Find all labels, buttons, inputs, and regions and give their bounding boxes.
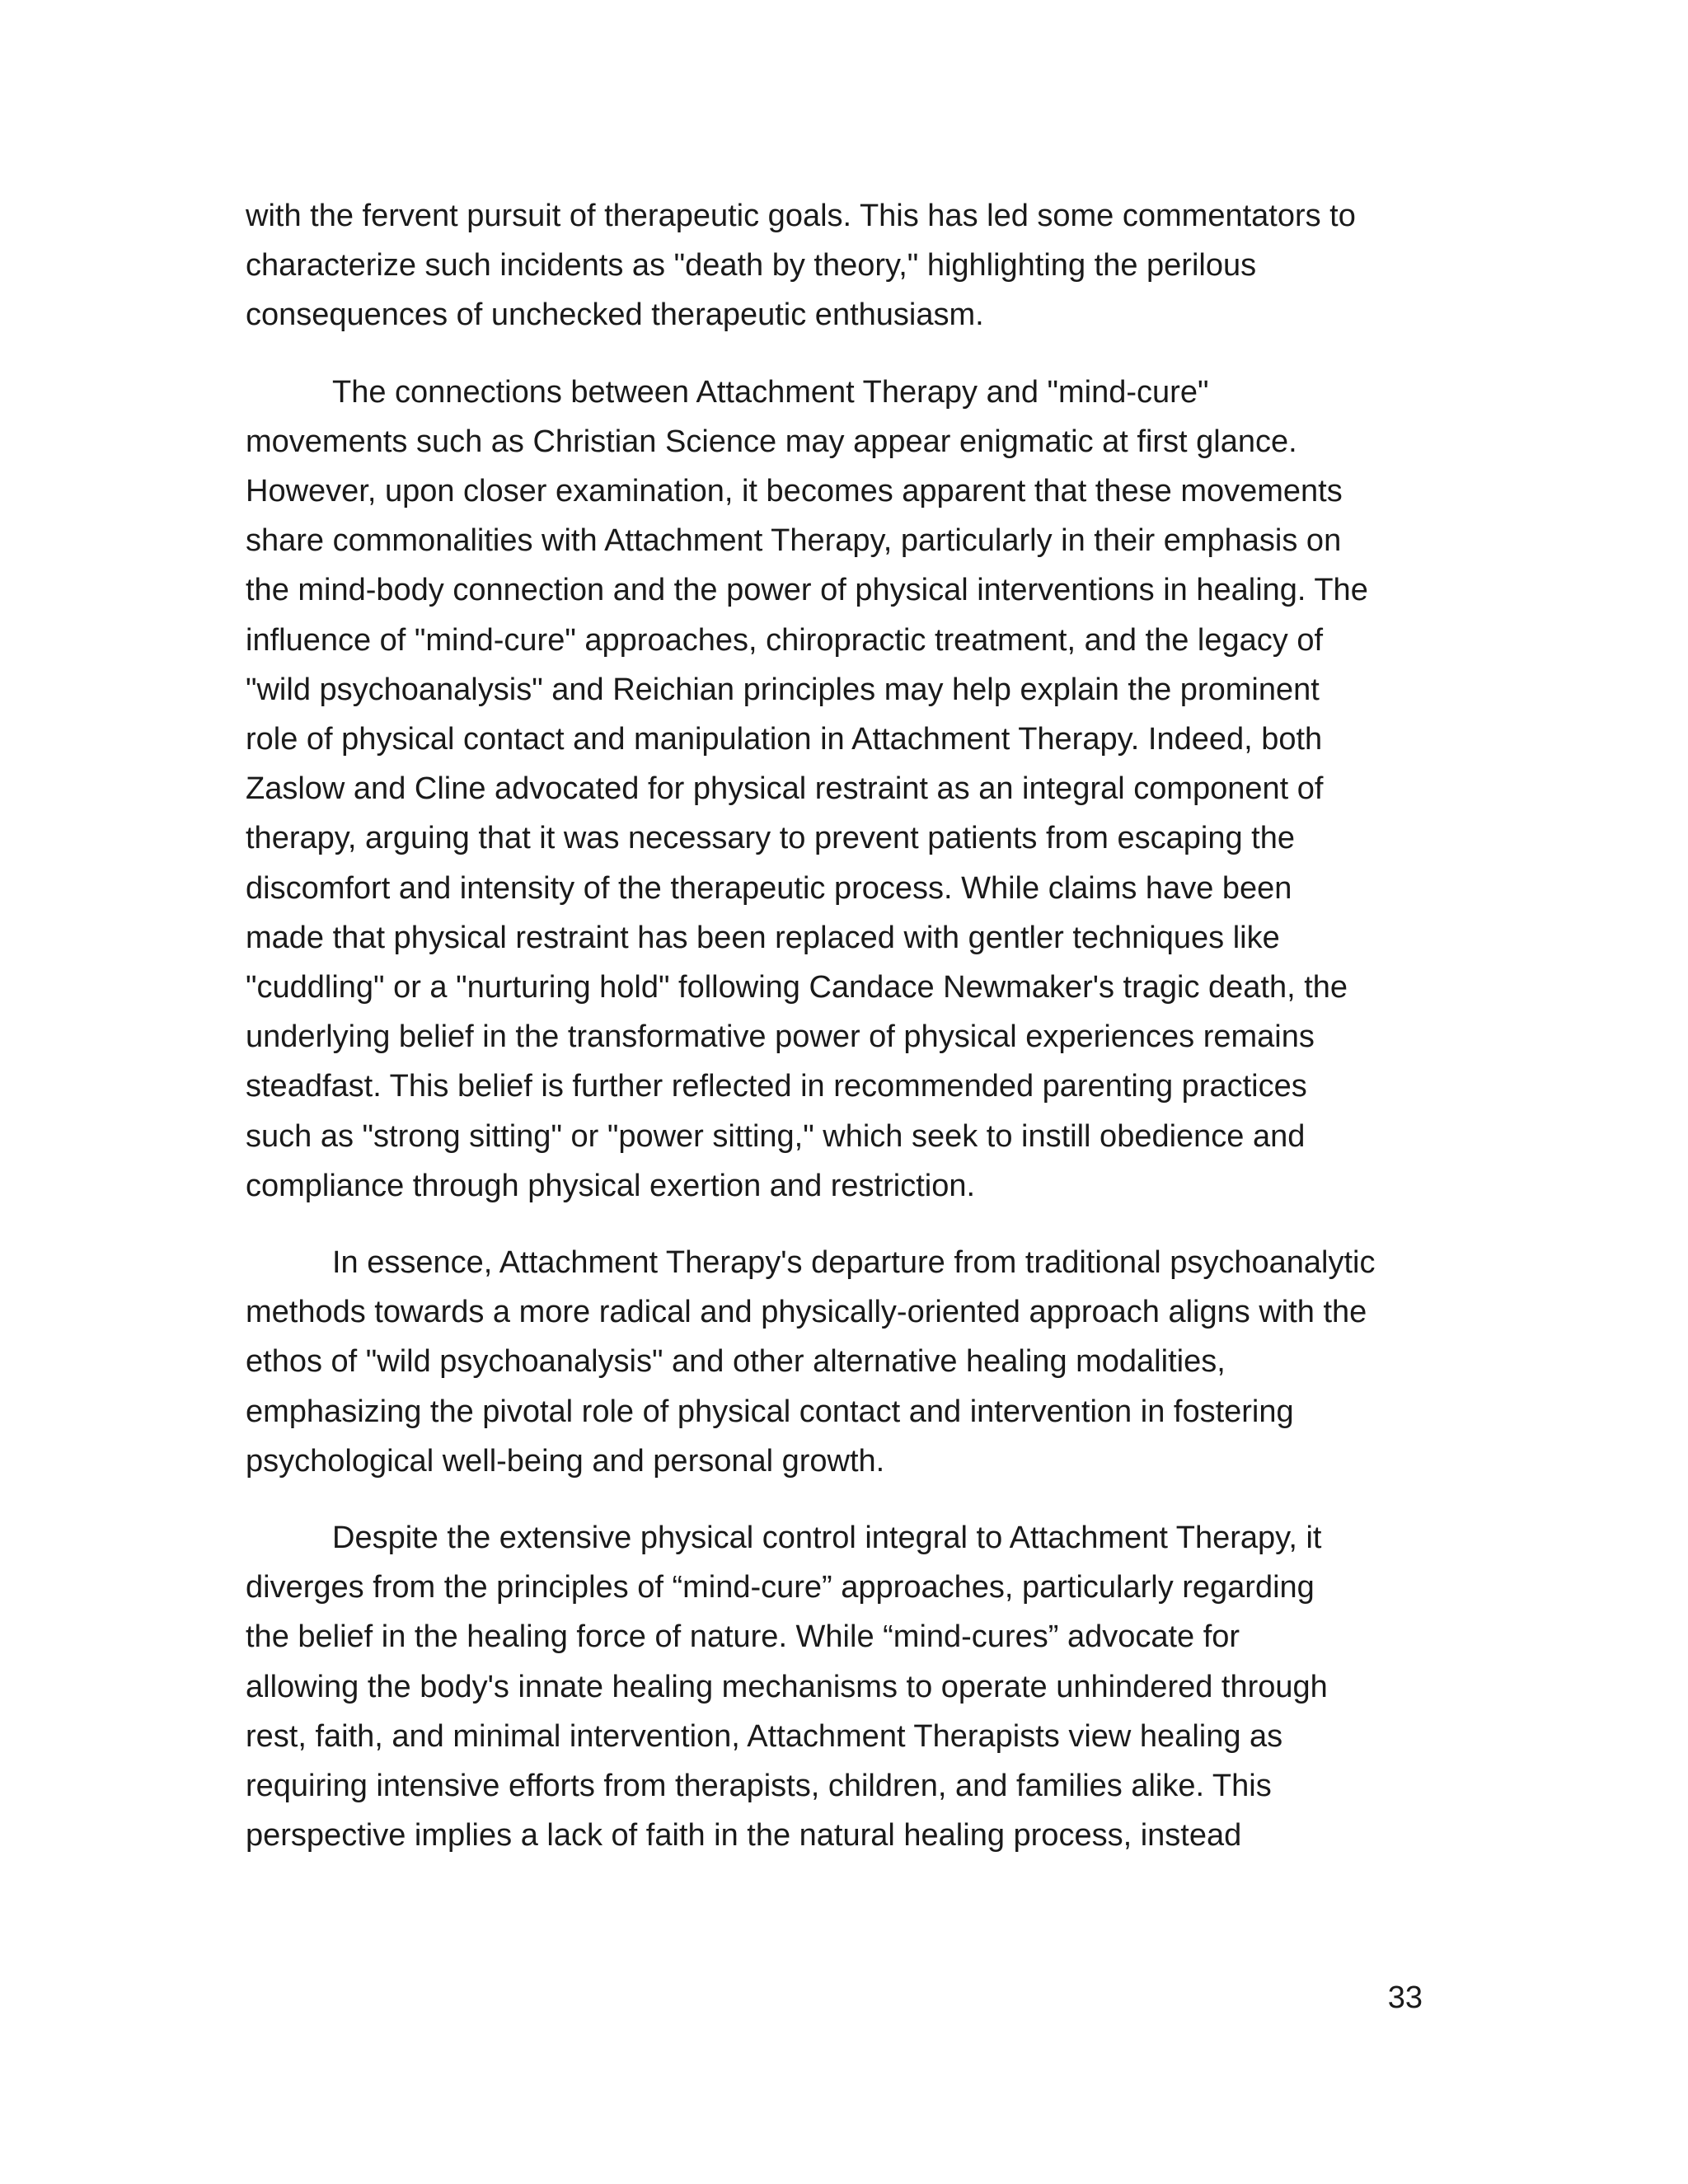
text-line: Despite the extensive physical control integral to Attachment Therapy, it (332, 1521, 1322, 1556)
text-line: influence of "mind-cure" approaches, chiropractic treatment, and the legacy of (246, 622, 1324, 658)
page-number: 33 (1387, 1980, 1423, 2015)
text-line: However, upon closer examination, it becomes apparent that these movements (246, 474, 1343, 509)
text-line: role of physical contact and manipulation in Attachment Therapy. Indeed, both (246, 722, 1323, 757)
text-line: rest, faith, and minimal intervention, Attachment Therapists view healing as (246, 1718, 1283, 1754)
text-line: discomfort and intensity of the therapeutic process. While claims have been (246, 870, 1292, 906)
text-line: ethos of "wild psychoanalysis" and other alternative healing modalities, (246, 1344, 1226, 1380)
text-line: characterize such incidents as "death by theory," highlighting the perilous (246, 248, 1257, 284)
text-line: such as "strong sitting" or "power sitting," which seek to instill obedience and (246, 1118, 1306, 1154)
text-line: methods towards a more radical and physically-oriented approach aligns with the (246, 1295, 1367, 1330)
body-text (246, 191, 1442, 1888)
text-line: allowing the body's innate healing mechanisms to operate unhindered through (246, 1669, 1328, 1704)
text-line: Zaslow and Cline advocated for physical restraint as an integral component of (246, 771, 1324, 807)
text-line: "wild psychoanalysis" and Reichian principles may help explain the prominent (246, 672, 1320, 707)
text-line: underlying belief in the transformative power of physical experiences remains (246, 1019, 1315, 1055)
text-line: movements such as Christian Science may appear enigmatic at first glance. (246, 424, 1297, 459)
text-line: requiring intensive efforts from therapists, children, and families alike. This (246, 1769, 1272, 1804)
text-line: emphasizing the pivotal role of physical contact and intervention in fostering (246, 1394, 1294, 1429)
paragraph (246, 1238, 1442, 1486)
paragraph (246, 191, 1442, 340)
paragraph (246, 368, 1442, 1211)
text-line: with the fervent pursuit of therapeutic goals. This has led some commentators to (246, 199, 1356, 233)
text-line: "cuddling" or a "nurturing hold" following Candace Newmaker's tragic death, the (246, 970, 1348, 1005)
text-line: therapy, arguing that it was necessary to prevent patients from escaping the (246, 821, 1295, 856)
text-line: steadfast. This belief is further reflected in recommended parenting practices (246, 1069, 1307, 1104)
text-line: consequences of unchecked therapeutic enthusiasm. (246, 298, 984, 333)
text-line: The connections between Attachment Therapy and "mind-cure" (332, 374, 1209, 410)
paragraph (246, 1513, 1442, 1860)
text-line: In essence, Attachment Therapy's departure from traditional psychoanalytic (332, 1245, 1376, 1281)
text-line: made that physical restraint has been replaced with gentler techniques like (246, 920, 1280, 955)
text-line: perspective implies a lack of faith in the natural healing process, instead (246, 1818, 1242, 1854)
text-line: the mind-body connection and the power of physical interventions in healing. The (246, 573, 1368, 608)
text-line: diverges from the principles of “mind-cure” approaches, particularly regarding (246, 1570, 1315, 1605)
text-line: share commonalities with Attachment Therapy, particularly in their emphasis on (246, 523, 1342, 559)
text-line: the belief in the healing force of nature. While “mind-cures” advocate for (246, 1619, 1240, 1655)
text-line: compliance through physical exertion and restriction. (246, 1168, 976, 1203)
text-line: psychological well-being and personal growth. (246, 1443, 885, 1479)
